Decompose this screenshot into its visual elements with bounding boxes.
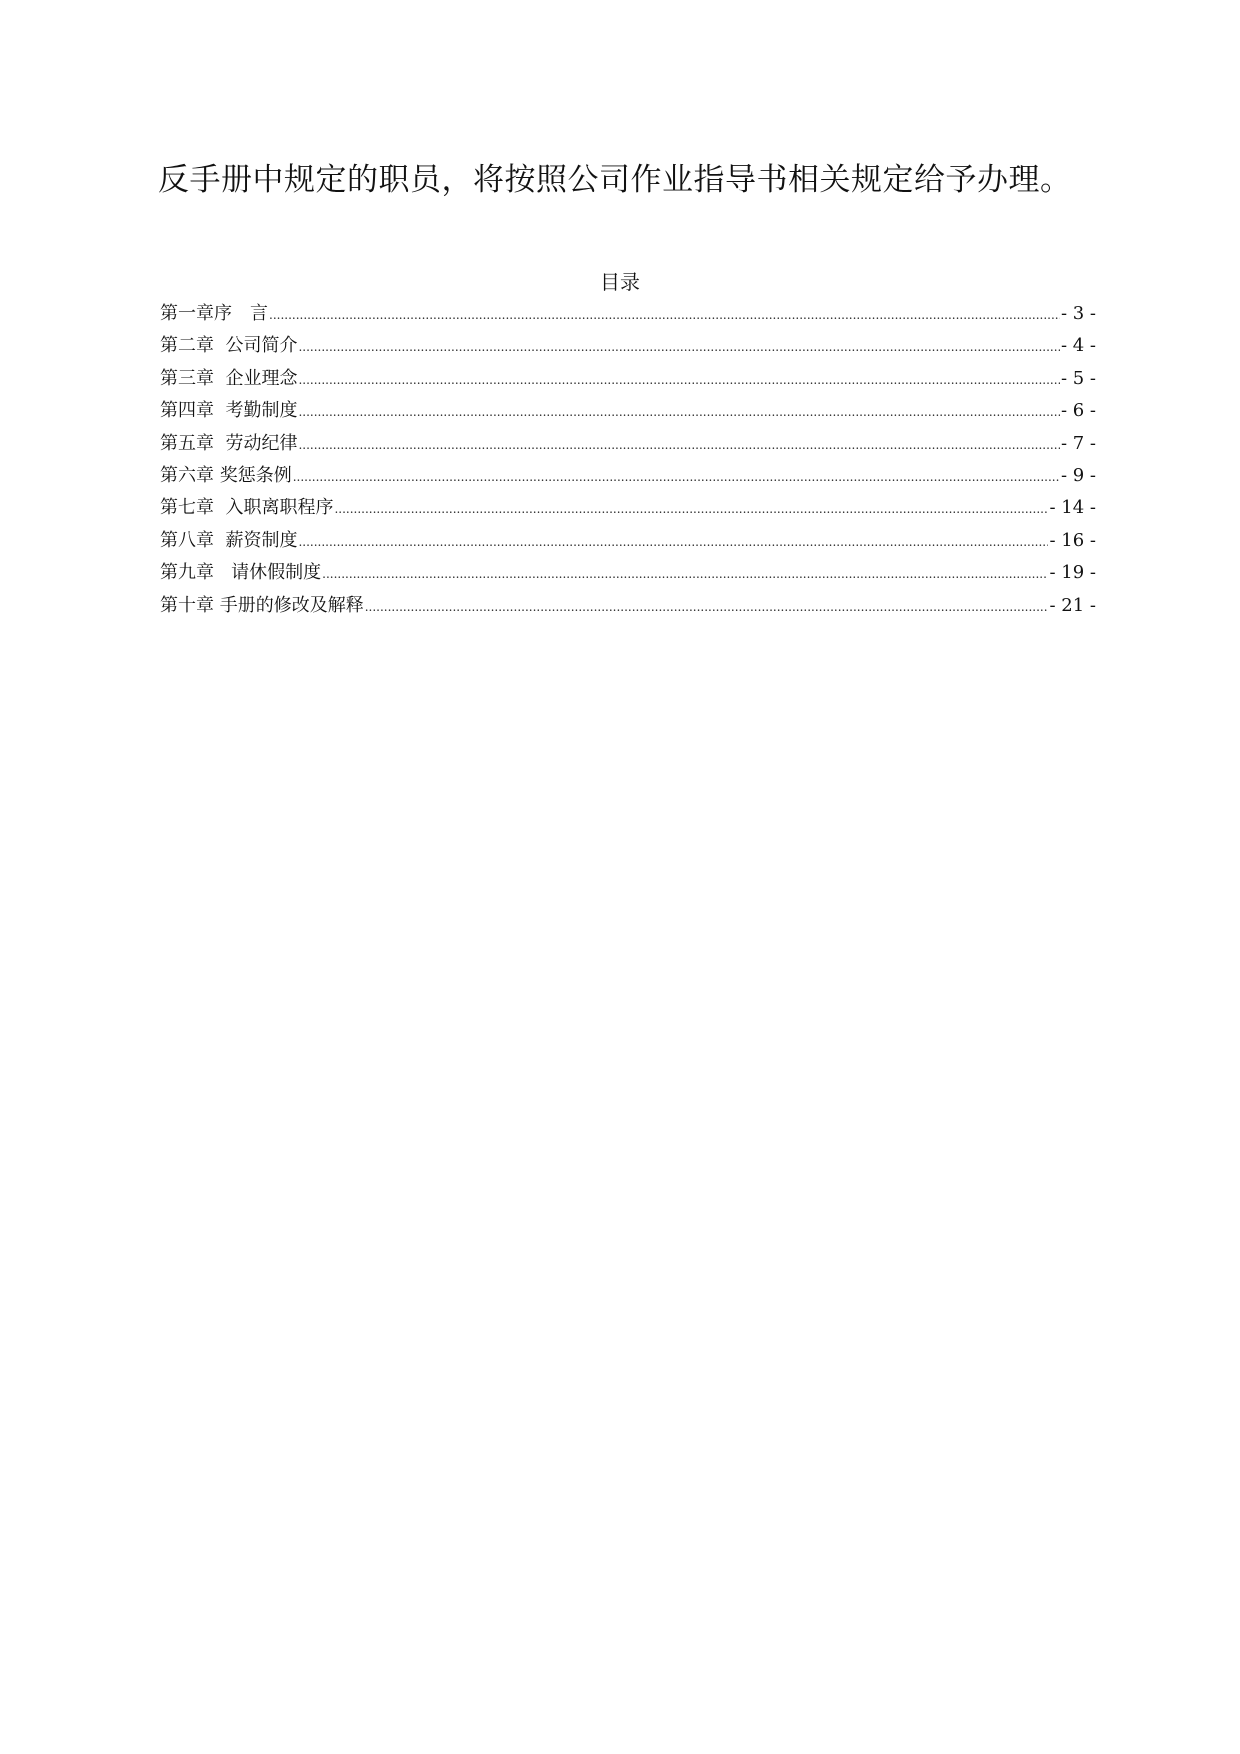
toc-entry-label: 第五章 劳动纪律 bbox=[160, 432, 298, 454]
toc-entry-page-number: - 14 - bbox=[1049, 497, 1096, 519]
toc-entry-label: 第三章 企业理念 bbox=[160, 367, 298, 389]
intro-paragraph: 反手册中规定的职员，将按照公司作业指导书相关规定给予办理。 bbox=[158, 162, 1072, 198]
toc-entry-chapter-2[interactable] bbox=[160, 330, 1096, 362]
toc-dot-leader bbox=[298, 396, 1059, 427]
toc-entry-chapter-1[interactable] bbox=[160, 298, 1096, 330]
toc-entry-page-number: - 16 - bbox=[1049, 529, 1096, 551]
toc-entry-label: 第九章 请休假制度 bbox=[160, 562, 322, 584]
toc-dot-leader bbox=[269, 299, 1060, 330]
toc-entry-page-number: - 4 - bbox=[1060, 335, 1096, 357]
toc-entry-page-number: - 6 - bbox=[1060, 400, 1096, 422]
toc-dot-leader bbox=[322, 558, 1048, 589]
toc-dot-leader bbox=[298, 364, 1059, 395]
toc-entry-page-number: - 9 - bbox=[1060, 464, 1096, 486]
toc-entry-label: 第十章 手册的修改及解释 bbox=[160, 594, 364, 616]
toc-entry-chapter-8[interactable] bbox=[160, 525, 1096, 557]
toc-entry-label: 第四章 考勤制度 bbox=[160, 400, 298, 422]
toc-dot-leader bbox=[298, 331, 1059, 362]
toc-entry-page-number: - 7 - bbox=[1060, 432, 1096, 454]
toc-entry-chapter-6[interactable] bbox=[160, 460, 1096, 492]
toc-entry-chapter-5[interactable] bbox=[160, 428, 1096, 460]
toc-entry-label: 第七章 入职离职程序 bbox=[160, 497, 334, 519]
toc-entry-chapter-10[interactable] bbox=[160, 590, 1096, 622]
toc-entry-label: 第八章 薪资制度 bbox=[160, 529, 298, 551]
toc-entry-chapter-9[interactable] bbox=[160, 557, 1096, 589]
toc-dot-leader bbox=[298, 429, 1059, 460]
toc-entry-page-number: - 5 - bbox=[1060, 367, 1096, 389]
toc-entry-chapter-3[interactable] bbox=[160, 363, 1096, 395]
toc-entry-chapter-4[interactable] bbox=[160, 395, 1096, 427]
toc-entry-page-number: - 3 - bbox=[1060, 303, 1096, 324]
toc-entry-label: 第六章 奖惩条例 bbox=[160, 464, 292, 486]
toc-dot-leader bbox=[293, 461, 1060, 492]
toc-entry-label: 第二章 公司简介 bbox=[160, 335, 298, 357]
toc-entry-label: 第一章序 言 bbox=[160, 303, 268, 324]
toc-dot-leader bbox=[365, 591, 1049, 622]
toc-entry-chapter-7[interactable] bbox=[160, 492, 1096, 524]
toc-entry-page-number: - 21 - bbox=[1049, 594, 1096, 616]
toc-title: 目录 bbox=[600, 270, 640, 294]
toc-dot-leader bbox=[334, 493, 1048, 524]
table-of-contents bbox=[160, 298, 1096, 622]
toc-entry-page-number: - 19 - bbox=[1049, 562, 1096, 584]
toc-dot-leader bbox=[298, 526, 1048, 557]
